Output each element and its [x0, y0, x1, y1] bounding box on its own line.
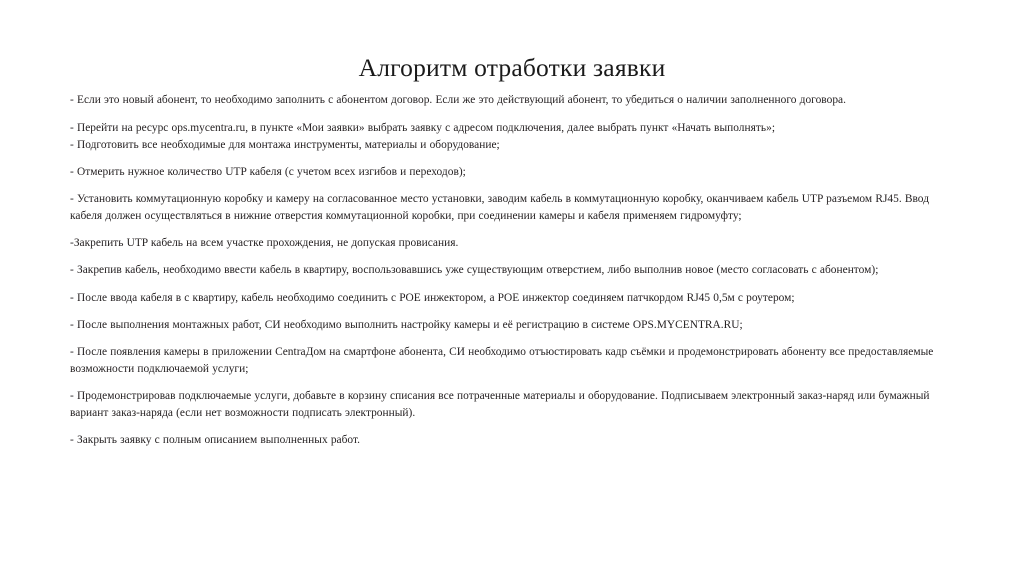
slide-body	[70, 92, 958, 449]
paragraph-poe-injector: - После ввода кабеля в с квартиру, кабель необходимо соединить с POE инжектором, а POE инжектор соединяем патчкордом RJ45 0,5м с роутером;	[70, 291, 795, 304]
paragraph-centradom-app: - После появления камеры в приложении CentraДом на смартфоне абонента, СИ необходимо отъюстировать кадр съёмки и продемонстрировать абоненту все предоставляемые возможности подключаемой услуги;	[70, 346, 934, 375]
paragraph-prepare-tools: - Подготовить все необходимые для монтажа инструменты, материалы и оборудование;	[70, 138, 500, 151]
paragraph-demo-and-order: - Продемонстрировав подключаемые услуги, добавьте в корзину списания все потраченные материалы и оборудование. Подписываем электронный заказ-наряд или бумажный вариант заказ-наряда (если нет возможности подписать электронный).	[70, 390, 930, 419]
paragraph-close-request: - Закрыть заявку с полным описанием выполненных работ.	[70, 434, 361, 447]
paragraph-new-subscriber: - Если это новый абонент, то необходимо заполнить с абонентом договор. Если же это действующий абонент, то убедиться о наличии заполненного договора.	[70, 94, 847, 106]
page-title: Алгоритм отработки заявки	[358, 53, 666, 83]
paragraph-cable-into-flat: - Закрепив кабель, необходимо ввести кабель в квартиру, воспользовавшись уже существующим отверстием, либо выполнив новое (место согласовать с абонентом);	[70, 264, 879, 277]
paragraph-measure-utp: - Отмерить нужное количество UTP кабеля (с учетом всех изгибов и переходов);	[70, 165, 466, 178]
paragraph-fix-utp-cable: -Закрепить UTP кабель на всем участке прохождения, не допуская провисания.	[70, 237, 459, 250]
paragraph-go-to-resource: - Перейти на ресурс ops.mycentra.ru, в пункте «Мои заявки» выбрать заявку с адресом подключения, далее выбрать пункт «Начать выполнять»;	[70, 121, 776, 134]
paragraph-camera-setup: - После выполнения монтажных работ, СИ необходимо выполнить настройку камеры и её регистрацию в системе OPS.MYCENTRA.RU;	[70, 318, 743, 331]
paragraph-install-box-camera: - Установить коммутационную коробку и камеру на согласованное место установки, заводим кабель в коммутационную коробку, оканчиваем кабель UTP разъемом RJ45. Ввод кабеля должен осуществляться в нижние отверстия коммутационной коробки, при соединении камеры и кабеля применяем гидромуфту;	[70, 193, 930, 222]
